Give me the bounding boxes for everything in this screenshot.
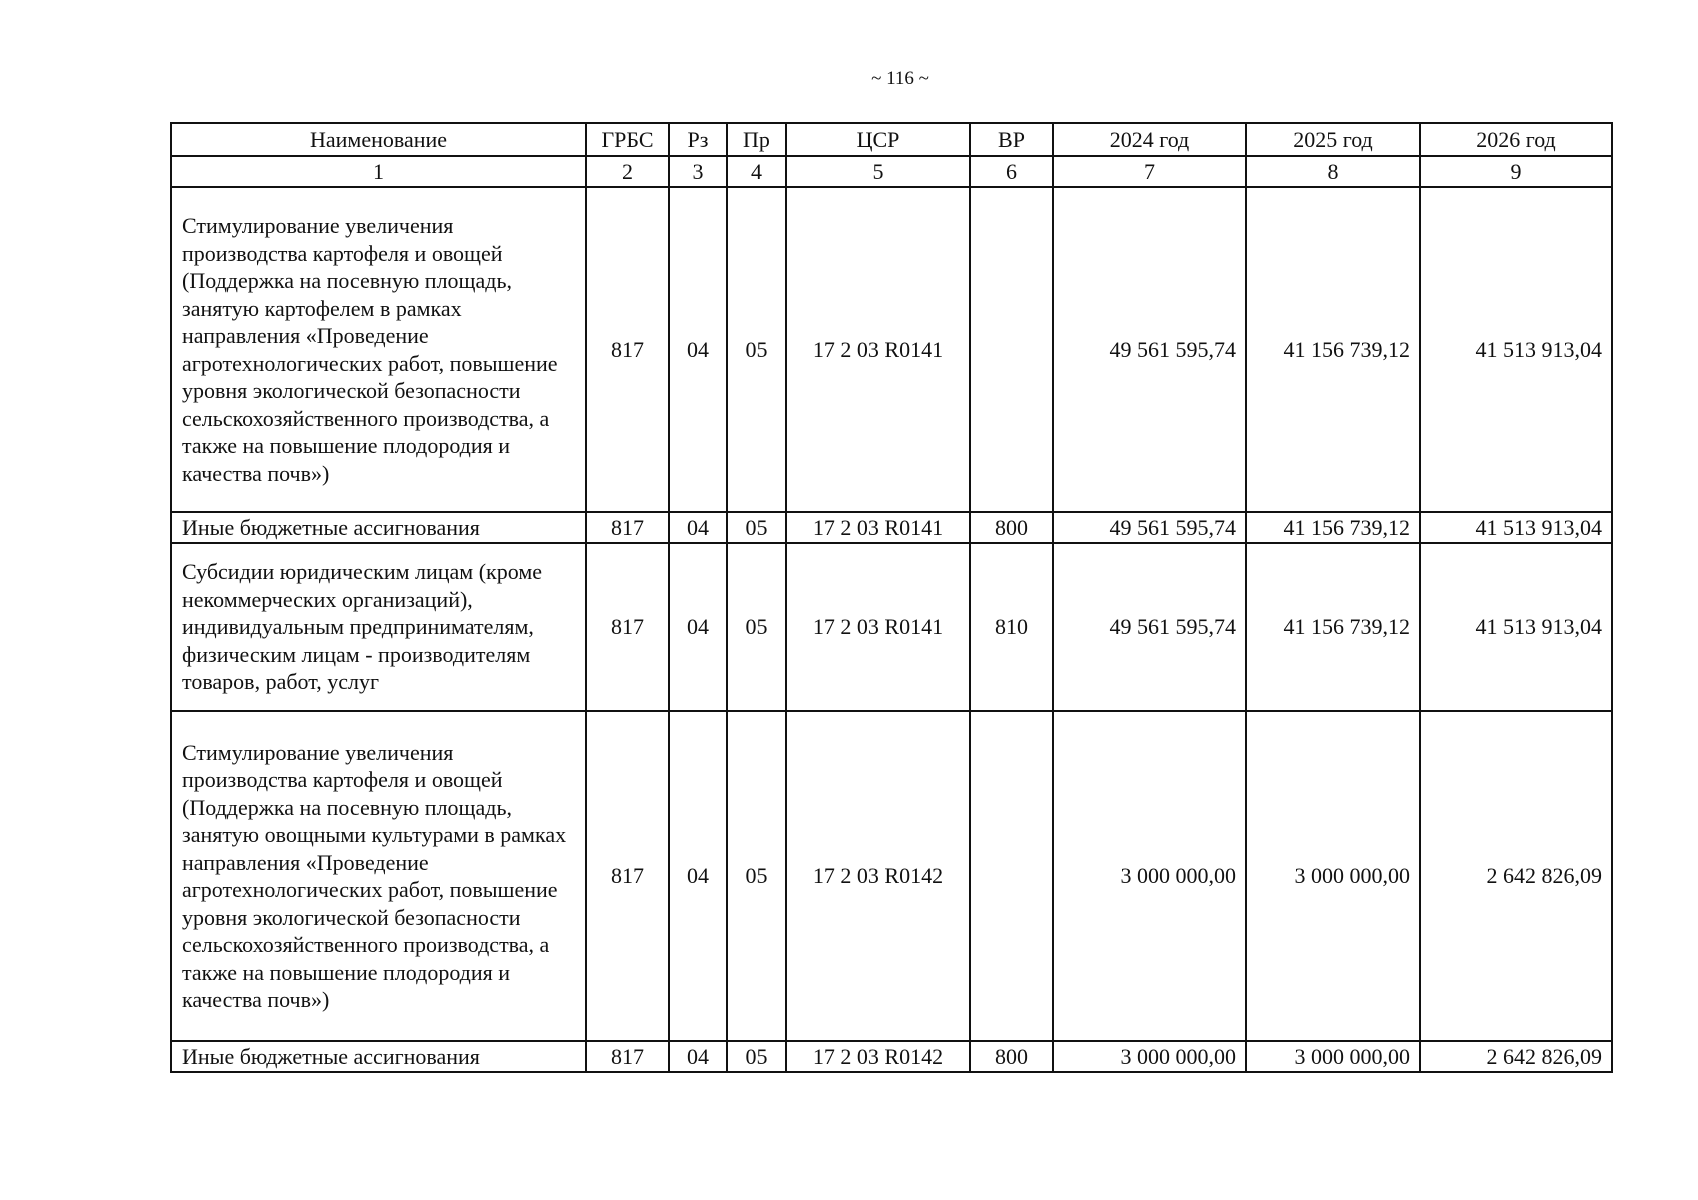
- row-csr: 17 2 03 R0141: [786, 543, 970, 711]
- row-name: Стимулирование увеличения производства картофеля и овощей (Поддержка на посевную площадь, занятую овощными культурами в рамках направления «Проведение агротехнологических работ, повышение уровня экологической безопасности сельскохозяйственного производства, а также на повышение плодородия и качества почв»): [171, 711, 586, 1041]
- header-rz: Рз: [669, 123, 727, 156]
- row-name: Субсидии юридическим лицам (кроме некоммерческих организаций), индивидуальным предпринимателям, физическим лицам - производителям товаров, работ, услуг: [171, 543, 586, 711]
- column-number: 2: [586, 156, 669, 187]
- row-rz: 04: [669, 187, 727, 512]
- budget-table: [170, 122, 1613, 1073]
- row-vr: 800: [970, 1041, 1053, 1072]
- row-amount-2024: 49 561 595,74: [1053, 187, 1246, 512]
- header-2024: 2024 год: [1053, 123, 1246, 156]
- row-csr: 17 2 03 R0141: [786, 512, 970, 543]
- row-rz: 04: [669, 543, 727, 711]
- row-csr: 17 2 03 R0142: [786, 1041, 970, 1072]
- row-amount-2026: 2 642 826,09: [1420, 711, 1612, 1041]
- row-amount-2025: 41 156 739,12: [1246, 187, 1420, 512]
- row-amount-2026: 41 513 913,04: [1420, 543, 1612, 711]
- row-amount-2026: 41 513 913,04: [1420, 512, 1612, 543]
- row-amount-2025: 3 000 000,00: [1246, 1041, 1420, 1072]
- row-rz: 04: [669, 512, 727, 543]
- row-name: Стимулирование увеличения производства картофеля и овощей (Поддержка на посевную площадь, занятую картофелем в рамках направления «Проведение агротехнологических работ, повышение уровня экологической безопасности сельскохозяйственного производства, а также на повышение плодородия и качества почв»): [171, 187, 586, 512]
- row-amount-2026: 2 642 826,09: [1420, 1041, 1612, 1072]
- row-pr: 05: [727, 512, 786, 543]
- row-amount-2024: 3 000 000,00: [1053, 1041, 1246, 1072]
- row-rz: 04: [669, 711, 727, 1041]
- row-amount-2026: 41 513 913,04: [1420, 187, 1612, 512]
- row-name: Иные бюджетные ассигнования: [171, 512, 586, 543]
- column-number: 5: [786, 156, 970, 187]
- table-row: [171, 512, 1612, 543]
- header-row: [171, 123, 1612, 156]
- row-name: Иные бюджетные ассигнования: [171, 1041, 586, 1072]
- row-vr: [970, 187, 1053, 512]
- row-pr: 05: [727, 187, 786, 512]
- row-amount-2025: 41 156 739,12: [1246, 543, 1420, 711]
- header-csr: ЦСР: [786, 123, 970, 156]
- table-row: [171, 1041, 1612, 1072]
- row-csr: 17 2 03 R0141: [786, 187, 970, 512]
- row-pr: 05: [727, 1041, 786, 1072]
- header-2025: 2025 год: [1246, 123, 1420, 156]
- header-grbs: ГРБС: [586, 123, 669, 156]
- page-number: ~ 116 ~: [871, 68, 929, 89]
- column-number: 8: [1246, 156, 1420, 187]
- row-pr: 05: [727, 543, 786, 711]
- column-number: 9: [1420, 156, 1612, 187]
- column-number: 6: [970, 156, 1053, 187]
- row-vr: 810: [970, 543, 1053, 711]
- row-pr: 05: [727, 711, 786, 1041]
- table-row: [171, 711, 1612, 1041]
- column-number: 4: [727, 156, 786, 187]
- row-grbs: 817: [586, 512, 669, 543]
- column-number: 3: [669, 156, 727, 187]
- row-amount-2025: 3 000 000,00: [1246, 711, 1420, 1041]
- header-vr: ВР: [970, 123, 1053, 156]
- row-grbs: 817: [586, 187, 669, 512]
- table-row: [171, 187, 1612, 512]
- row-grbs: 817: [586, 1041, 669, 1072]
- row-grbs: 817: [586, 543, 669, 711]
- table-row: [171, 543, 1612, 711]
- row-vr: [970, 711, 1053, 1041]
- row-amount-2024: 3 000 000,00: [1053, 711, 1246, 1041]
- row-vr: 800: [970, 512, 1053, 543]
- row-amount-2025: 41 156 739,12: [1246, 512, 1420, 543]
- header-name: Наименование: [171, 123, 586, 156]
- row-rz: 04: [669, 1041, 727, 1072]
- row-csr: 17 2 03 R0142: [786, 711, 970, 1041]
- row-amount-2024: 49 561 595,74: [1053, 543, 1246, 711]
- column-number: 7: [1053, 156, 1246, 187]
- row-amount-2024: 49 561 595,74: [1053, 512, 1246, 543]
- column-number-row: [171, 156, 1612, 187]
- header-pr: Пр: [727, 123, 786, 156]
- header-2026: 2026 год: [1420, 123, 1612, 156]
- row-grbs: 817: [586, 711, 669, 1041]
- column-number: 1: [171, 156, 586, 187]
